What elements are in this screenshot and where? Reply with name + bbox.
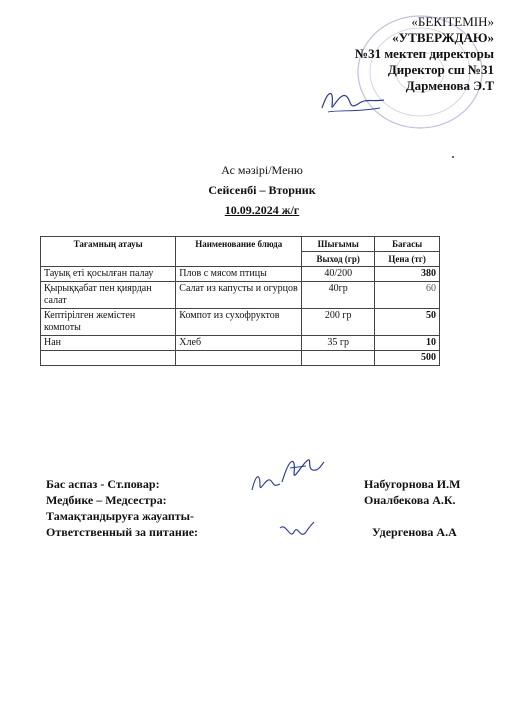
table-row (41, 309, 440, 336)
approval-ru: «УТВЕРЖДАЮ» (392, 30, 494, 45)
dish-name-kz: Тауық еті қосылған палау (41, 267, 176, 282)
approval-kz: «БЕКІТЕМІН» (411, 14, 494, 29)
staff-row-resp-kz (46, 508, 476, 524)
total-empty-3 (302, 351, 375, 366)
director-title-kz: №31 мектеп директоры (355, 46, 494, 61)
table-row (41, 282, 440, 309)
dish-name-kz: Кептірілген жемістен компоты (41, 309, 176, 336)
header-yield-kz: Шығымы (302, 237, 375, 252)
menu-title: Ас мәзірі/Меню (221, 163, 303, 177)
staff-row-resp-ru (46, 524, 476, 540)
director-title-ru: Директор сш №31 (387, 62, 494, 77)
dish-name-ru: Компот из сухофруктов (176, 309, 302, 336)
dish-yield: 40/200 (302, 267, 375, 282)
director-name: Дарменова Э.Т (405, 78, 494, 93)
dish-price: 10 (375, 336, 440, 351)
dish-price: 60 (375, 282, 440, 309)
total-row (41, 351, 440, 366)
dish-yield: 35 гр (302, 336, 375, 351)
header-yield-ru: Выход (гр) (302, 252, 375, 267)
header-name-kz: Тағамның атауы (41, 237, 176, 267)
stray-dot (452, 156, 454, 158)
table-header-row (41, 237, 440, 252)
resp-role-ru: Ответственный за питание: (46, 525, 199, 539)
menu-table (40, 236, 440, 366)
dish-name-kz: Нан (41, 336, 176, 351)
resp-role-kz: Тамақтандыруға жауапты- (46, 509, 195, 523)
dish-price: 380 (375, 267, 440, 282)
nurse-name: Оналбекова А.К. (364, 493, 456, 507)
header-price-kz: Бағасы (375, 237, 440, 252)
director-signature (318, 82, 388, 118)
staff-row-nurse (46, 492, 476, 508)
responsible-signature (276, 518, 316, 546)
menu-titles (0, 160, 524, 220)
dish-name-kz: Қырыққабат пен қиярдан салат (41, 282, 176, 309)
nurse-role: Медбике – Медсестра: (46, 493, 167, 507)
dish-name-ru: Салат из капусты и огурцов (176, 282, 302, 309)
cook-role: Бас аспаз - Ст.повар: (46, 477, 160, 491)
total-empty-1 (41, 351, 176, 366)
nurse-signature (248, 468, 284, 494)
dish-name-ru: Хлеб (176, 336, 302, 351)
dish-yield: 40гр (302, 282, 375, 309)
total-empty-2 (176, 351, 302, 366)
header-price-ru: Цена (тг) (375, 252, 440, 267)
cook-name: Набугорнова И.М (364, 477, 461, 491)
total-price: 500 (375, 351, 440, 366)
header-name-ru: Наименование блюда (176, 237, 302, 267)
dish-yield: 200 гр (302, 309, 375, 336)
day-title: Сейсенбі – Вторник (208, 183, 316, 197)
table-row (41, 267, 440, 282)
dish-name-ru: Плов с мясом птицы (176, 267, 302, 282)
table-row (41, 336, 440, 351)
resp-name: Удергенова А.А (372, 525, 457, 539)
date-title: 10.09.2024 ж/г (224, 203, 300, 217)
dish-price: 50 (375, 309, 440, 336)
